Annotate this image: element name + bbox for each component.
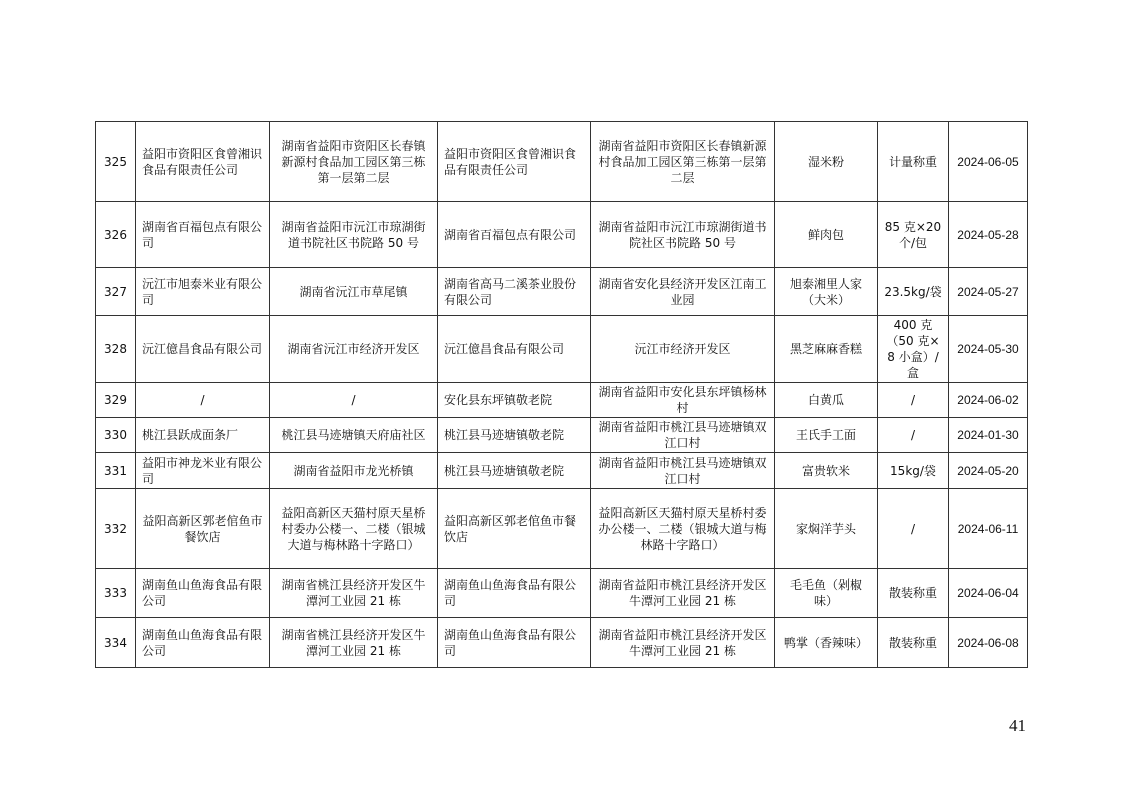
table-row <box>96 122 1028 202</box>
producer-address: 湖南省桃江县经济开发区牛潭河工业园 21 栋 <box>270 569 438 618</box>
producer-address: 桃江县马迹塘镇天府庙社区 <box>270 418 438 453</box>
product-spec: / <box>878 418 949 453</box>
product-name: 白黄瓜 <box>775 383 878 418</box>
production-date: 2024-05-20 <box>949 453 1028 489</box>
sampled-unit: 桃江县马迹塘镇敬老院 <box>438 453 591 489</box>
table-row <box>96 453 1028 489</box>
sampled-address: 湖南省益阳市桃江县马迹塘镇双江口村 <box>591 418 775 453</box>
producer-address: 湖南省桃江县经济开发区牛潭河工业园 21 栋 <box>270 618 438 668</box>
product-spec: 85 克×20 个/包 <box>878 202 949 268</box>
sampled-unit: 桃江县马迹塘镇敬老院 <box>438 418 591 453</box>
producer-name: / <box>136 383 270 418</box>
sampled-address: 湖南省安化县经济开发区江南工业园 <box>591 268 775 316</box>
producer-address: 湖南省益阳市资阳区长春镇新源村食品加工园区第三栋第一层第二层 <box>270 122 438 202</box>
producer-name: 湖南鱼山鱼海食品有限公司 <box>136 618 270 668</box>
producer-address: 湖南省沅江市草尾镇 <box>270 268 438 316</box>
producer-name: 沅江市旭泰米业有限公司 <box>136 268 270 316</box>
table-row <box>96 383 1028 418</box>
product-spec: / <box>878 489 949 569</box>
sampled-unit: 湖南省百福包点有限公司 <box>438 202 591 268</box>
sampled-address: 沅江市经济开发区 <box>591 316 775 383</box>
sampled-address: 湖南省益阳市桃江县经济开发区牛潭河工业园 21 栋 <box>591 569 775 618</box>
row-number: 331 <box>96 453 136 489</box>
row-number: 326 <box>96 202 136 268</box>
product-spec: 15kg/袋 <box>878 453 949 489</box>
sampled-address: 湖南省益阳市资阳区长春镇新源村食品加工园区第三栋第一层第二层 <box>591 122 775 202</box>
row-number: 328 <box>96 316 136 383</box>
sampling-results-table <box>95 121 1028 668</box>
producer-name: 益阳市神龙米业有限公司 <box>136 453 270 489</box>
sampled-address: 湖南省益阳市安化县东坪镇杨林村 <box>591 383 775 418</box>
production-date: 2024-06-05 <box>949 122 1028 202</box>
producer-address: 湖南省益阳市沅江市琼湖街道书院社区书院路 50 号 <box>270 202 438 268</box>
table-row <box>96 569 1028 618</box>
sampled-address: 湖南省益阳市沅江市琼湖街道书院社区书院路 50 号 <box>591 202 775 268</box>
sampled-unit: 沅江億昌食品有限公司 <box>438 316 591 383</box>
production-date: 2024-06-08 <box>949 618 1028 668</box>
sampled-unit: 湖南省高马二溪茶业股份有限公司 <box>438 268 591 316</box>
producer-name: 益阳市资阳区食曾湘识食品有限责任公司 <box>136 122 270 202</box>
row-number: 327 <box>96 268 136 316</box>
product-name: 富贵软米 <box>775 453 878 489</box>
production-date: 2024-06-11 <box>949 489 1028 569</box>
product-name: 毛毛鱼（剁椒味） <box>775 569 878 618</box>
sampled-address: 湖南省益阳市桃江县马迹塘镇双江口村 <box>591 453 775 489</box>
producer-address: 湖南省益阳市龙光桥镇 <box>270 453 438 489</box>
row-number: 325 <box>96 122 136 202</box>
producer-address: / <box>270 383 438 418</box>
product-name: 鸭掌（香辣味） <box>775 618 878 668</box>
page-number: 41 <box>1009 716 1026 735</box>
production-date: 2024-05-27 <box>949 268 1028 316</box>
table-row <box>96 489 1028 569</box>
table-body <box>96 122 1028 668</box>
sampled-address: 益阳高新区天猫村原天星桥村委办公楼一、二楼（银城大道与梅林路十字路口） <box>591 489 775 569</box>
product-name: 家焖洋芋头 <box>775 489 878 569</box>
product-spec: 散装称重 <box>878 618 949 668</box>
product-spec: 23.5kg/袋 <box>878 268 949 316</box>
producer-name: 湖南省百福包点有限公司 <box>136 202 270 268</box>
table-row <box>96 316 1028 383</box>
row-number: 329 <box>96 383 136 418</box>
product-name: 黑芝麻麻香糕 <box>775 316 878 383</box>
producer-address: 湖南省沅江市经济开发区 <box>270 316 438 383</box>
row-number: 334 <box>96 618 136 668</box>
producer-name: 益阳高新区郭老倌鱼市餐饮店 <box>136 489 270 569</box>
sampled-unit: 安化县东坪镇敬老院 <box>438 383 591 418</box>
product-name: 王氏手工面 <box>775 418 878 453</box>
product-spec: / <box>878 383 949 418</box>
sampled-unit: 益阳高新区郭老倌鱼市餐饮店 <box>438 489 591 569</box>
row-number: 330 <box>96 418 136 453</box>
sampled-unit: 湖南鱼山鱼海食品有限公司 <box>438 618 591 668</box>
product-name: 湿米粉 <box>775 122 878 202</box>
production-date: 2024-01-30 <box>949 418 1028 453</box>
production-date: 2024-05-30 <box>949 316 1028 383</box>
production-date: 2024-05-28 <box>949 202 1028 268</box>
table-row <box>96 268 1028 316</box>
table-row <box>96 418 1028 453</box>
row-number: 332 <box>96 489 136 569</box>
product-spec: 计量称重 <box>878 122 949 202</box>
product-spec: 散装称重 <box>878 569 949 618</box>
producer-name: 桃江县跃成面条厂 <box>136 418 270 453</box>
table-row <box>96 202 1028 268</box>
product-name: 旭泰湘里人家（大米） <box>775 268 878 316</box>
producer-name: 湖南鱼山鱼海食品有限公司 <box>136 569 270 618</box>
sampled-unit: 湖南鱼山鱼海食品有限公司 <box>438 569 591 618</box>
production-date: 2024-06-02 <box>949 383 1028 418</box>
sampled-unit: 益阳市资阳区食曾湘识食品有限责任公司 <box>438 122 591 202</box>
product-spec: 400 克（50 克×8 小盒）/盒 <box>878 316 949 383</box>
table-row <box>96 618 1028 668</box>
producer-name: 沅江億昌食品有限公司 <box>136 316 270 383</box>
production-date: 2024-06-04 <box>949 569 1028 618</box>
row-number: 333 <box>96 569 136 618</box>
product-name: 鲜肉包 <box>775 202 878 268</box>
sampled-address: 湖南省益阳市桃江县经济开发区牛潭河工业园 21 栋 <box>591 618 775 668</box>
producer-address: 益阳高新区天猫村原天星桥村委办公楼一、二楼（银城大道与梅林路十字路口） <box>270 489 438 569</box>
